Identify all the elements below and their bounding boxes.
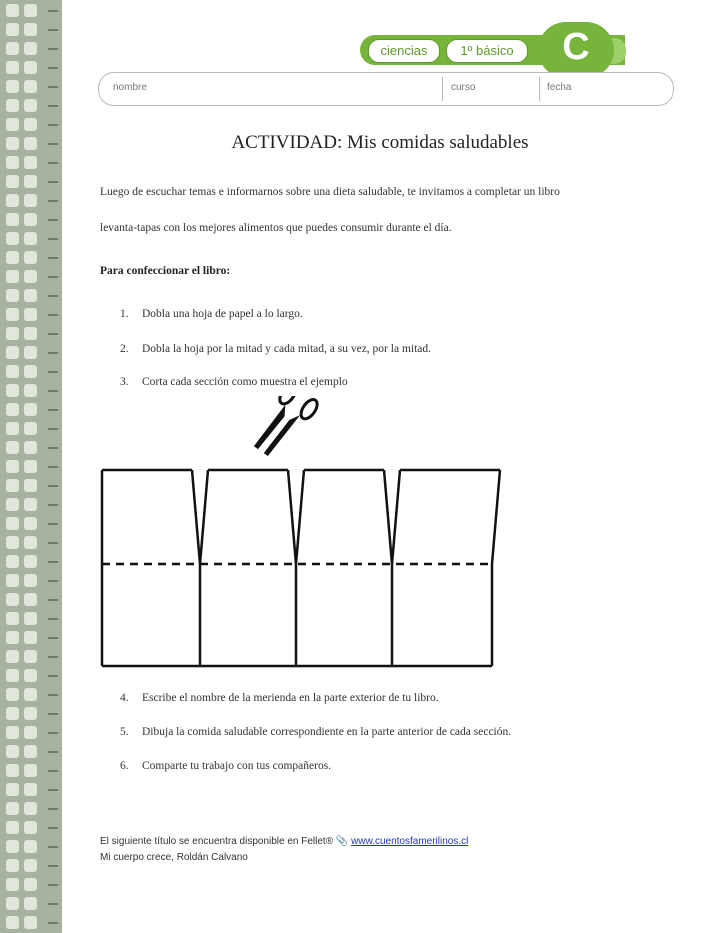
binder-tick (48, 257, 58, 259)
binder-hole (6, 517, 19, 530)
grade-pill: 1º básico (446, 39, 528, 63)
list-item: 1. Dobla una hoja de papel a lo largo. (120, 308, 303, 320)
binder-hole (6, 194, 19, 207)
binder-hole (24, 289, 37, 302)
binder-tick (48, 48, 58, 50)
binder-hole (24, 764, 37, 777)
binder-hole (24, 23, 37, 36)
binder-tick (48, 675, 58, 677)
instructions-subtitle: Para confeccionar el libro: (100, 265, 231, 277)
binder-tick (48, 618, 58, 620)
binder-tick (48, 732, 58, 734)
binder-tick (48, 352, 58, 354)
binder-hole (24, 99, 37, 112)
binder-hole (6, 916, 19, 929)
binder-tick (48, 694, 58, 696)
binder-tick (48, 333, 58, 335)
binder-hole (24, 42, 37, 55)
name-label: nombre (113, 82, 147, 93)
binder-tick (48, 504, 58, 506)
list-item: 4. Escribe el nombre de la merienda en la parte exterior de tu libro. (120, 692, 439, 704)
list-item: 5. Dibuja la comida saludable correspondiente en la parte anterior de cada sección. (120, 726, 512, 738)
credit-line-1: El siguiente título se encuentra disponible en Fellet® 📎 www.cuentosfamerilinos.cl (100, 836, 469, 847)
binder-hole (6, 118, 19, 131)
binder-hole (6, 631, 19, 644)
binder-hole (6, 555, 19, 568)
binder-hole (6, 156, 19, 169)
binder-tick (48, 903, 58, 905)
binder-tick (48, 409, 58, 411)
scissors-icon (247, 396, 320, 463)
binder-hole (6, 403, 19, 416)
student-info-bar (98, 72, 674, 106)
page-title: ACTIVIDAD: Mis comidas saludables (231, 132, 529, 153)
binder-hole (6, 308, 19, 321)
binder-tick (48, 485, 58, 487)
binder-tick (48, 86, 58, 88)
binder-tick (48, 599, 58, 601)
binder-tick (48, 751, 58, 753)
level-letter: C (562, 26, 590, 68)
binder-hole (6, 213, 19, 226)
binder-hole (24, 821, 37, 834)
binder-tick (48, 67, 58, 69)
binder-tick (48, 770, 58, 772)
binder-hole (6, 251, 19, 264)
binder-tick (48, 10, 58, 12)
binder-tick (48, 808, 58, 810)
binder-tick (48, 656, 58, 658)
binder-hole (6, 80, 19, 93)
binder-tick (48, 105, 58, 107)
binder-hole (6, 878, 19, 891)
binder-tick (48, 314, 58, 316)
binder-hole (24, 707, 37, 720)
resource-link[interactable]: www.cuentosfamerilinos.cl (351, 836, 469, 847)
binder-hole (6, 422, 19, 435)
binder-hole (6, 612, 19, 625)
binder-hole (6, 707, 19, 720)
binder-tick (48, 561, 58, 563)
binder-hole (6, 783, 19, 796)
date-label: fecha (547, 82, 572, 93)
binder-hole (6, 802, 19, 815)
binder-hole (6, 61, 19, 74)
binder-hole (24, 213, 37, 226)
list-item: 3. Corta cada sección como muestra el ejemplo (120, 376, 348, 388)
v-cut (384, 470, 400, 564)
v-cut (288, 470, 304, 564)
binder-tick (48, 295, 58, 297)
credit-line-2: Mi cuerpo crece, Roldán Calvano (100, 852, 248, 863)
binder-tick (48, 238, 58, 240)
binder-hole (6, 536, 19, 549)
binder-tick (48, 371, 58, 373)
binder-hole (6, 669, 19, 682)
binder-hole (24, 270, 37, 283)
binder-hole (24, 859, 37, 872)
binder-hole (24, 118, 37, 131)
binder-hole (6, 175, 19, 188)
binder-tick (48, 124, 58, 126)
binder-strip (0, 0, 62, 933)
binder-tick (48, 713, 58, 715)
binder-hole (24, 4, 37, 17)
binder-hole (6, 593, 19, 606)
intro-line-2: levanta-tapas con los mejores alimentos que puedes consumir durante el día. (100, 222, 452, 234)
binder-hole (24, 403, 37, 416)
binder-hole (24, 460, 37, 473)
divider (539, 77, 540, 101)
binder-hole (6, 346, 19, 359)
binder-hole (6, 897, 19, 910)
binder-hole (24, 346, 37, 359)
binder-hole (24, 232, 37, 245)
binder-hole (24, 80, 37, 93)
course-label: curso (451, 82, 476, 93)
binder-hole (6, 764, 19, 777)
binder-hole (6, 840, 19, 853)
binder-hole (24, 61, 37, 74)
binder-tick (48, 523, 58, 525)
binder-tick (48, 542, 58, 544)
binder-hole (6, 650, 19, 663)
binder-tick (48, 219, 58, 221)
binder-hole (24, 498, 37, 511)
binder-tick (48, 29, 58, 31)
binder-hole (24, 175, 37, 188)
subject-pill: ciencias (368, 39, 440, 63)
binder-hole (24, 745, 37, 758)
binder-tick (48, 865, 58, 867)
list-item: 2. Dobla la hoja por la mitad y cada mitad, a su vez, por la mitad. (120, 343, 432, 355)
binder-hole (24, 517, 37, 530)
binder-hole (6, 498, 19, 511)
intro-line-1: Luego de escuchar temas e informarnos sobre una dieta saludable, te invitamos a completar un libro (100, 186, 560, 198)
level-badge (538, 22, 614, 78)
binder-tick (48, 637, 58, 639)
binder-hole (6, 99, 19, 112)
binder-hole (24, 479, 37, 492)
binder-hole (24, 726, 37, 739)
binder-tick (48, 162, 58, 164)
binder-hole (6, 821, 19, 834)
binder-tick (48, 789, 58, 791)
binder-hole (6, 270, 19, 283)
binder-hole (6, 460, 19, 473)
binder-hole (24, 308, 37, 321)
binder-hole (24, 137, 37, 150)
binder-tick (48, 181, 58, 183)
binder-hole (6, 42, 19, 55)
binder-hole (24, 555, 37, 568)
binder-tick (48, 143, 58, 145)
binder-hole (24, 897, 37, 910)
binder-tick (48, 580, 58, 582)
binder-hole (6, 289, 19, 302)
binder-hole (24, 194, 37, 207)
binder-hole (24, 574, 37, 587)
binder-hole (24, 650, 37, 663)
binder-hole (6, 137, 19, 150)
binder-hole (6, 574, 19, 587)
binder-hole (24, 365, 37, 378)
binder-hole (24, 593, 37, 606)
list-item: 6. Comparte tu trabajo con tus compañeros. (120, 760, 332, 772)
binder-hole (24, 536, 37, 549)
binder-hole (6, 365, 19, 378)
v-cut (492, 470, 500, 564)
binder-hole (24, 783, 37, 796)
divider (442, 77, 443, 101)
binder-hole (6, 441, 19, 454)
binder-tick (48, 276, 58, 278)
binder-hole (6, 859, 19, 872)
binder-tick (48, 846, 58, 848)
binder-hole (24, 802, 37, 815)
binder-hole (24, 878, 37, 891)
binder-hole (6, 23, 19, 36)
binder-tick (48, 447, 58, 449)
binder-hole (24, 441, 37, 454)
binder-hole (6, 232, 19, 245)
binder-tick (48, 827, 58, 829)
binder-hole (6, 327, 19, 340)
binder-tick (48, 466, 58, 468)
fold-cut-diagram (96, 396, 516, 676)
binder-hole (24, 422, 37, 435)
binder-hole (6, 745, 19, 758)
binder-tick (48, 200, 58, 202)
binder-hole (6, 479, 19, 492)
binder-hole (24, 384, 37, 397)
binder-hole (6, 4, 19, 17)
binder-hole (24, 688, 37, 701)
binder-tick (48, 884, 58, 886)
binder-hole (24, 327, 37, 340)
binder-hole (24, 612, 37, 625)
binder-tick (48, 428, 58, 430)
binder-hole (24, 156, 37, 169)
binder-tick (48, 390, 58, 392)
binder-hole (24, 251, 37, 264)
binder-hole (24, 840, 37, 853)
binder-hole (6, 688, 19, 701)
binder-hole (6, 726, 19, 739)
binder-tick (48, 922, 58, 924)
binder-hole (24, 669, 37, 682)
binder-hole (24, 631, 37, 644)
v-cut (192, 470, 208, 564)
binder-hole (6, 384, 19, 397)
binder-hole (24, 916, 37, 929)
